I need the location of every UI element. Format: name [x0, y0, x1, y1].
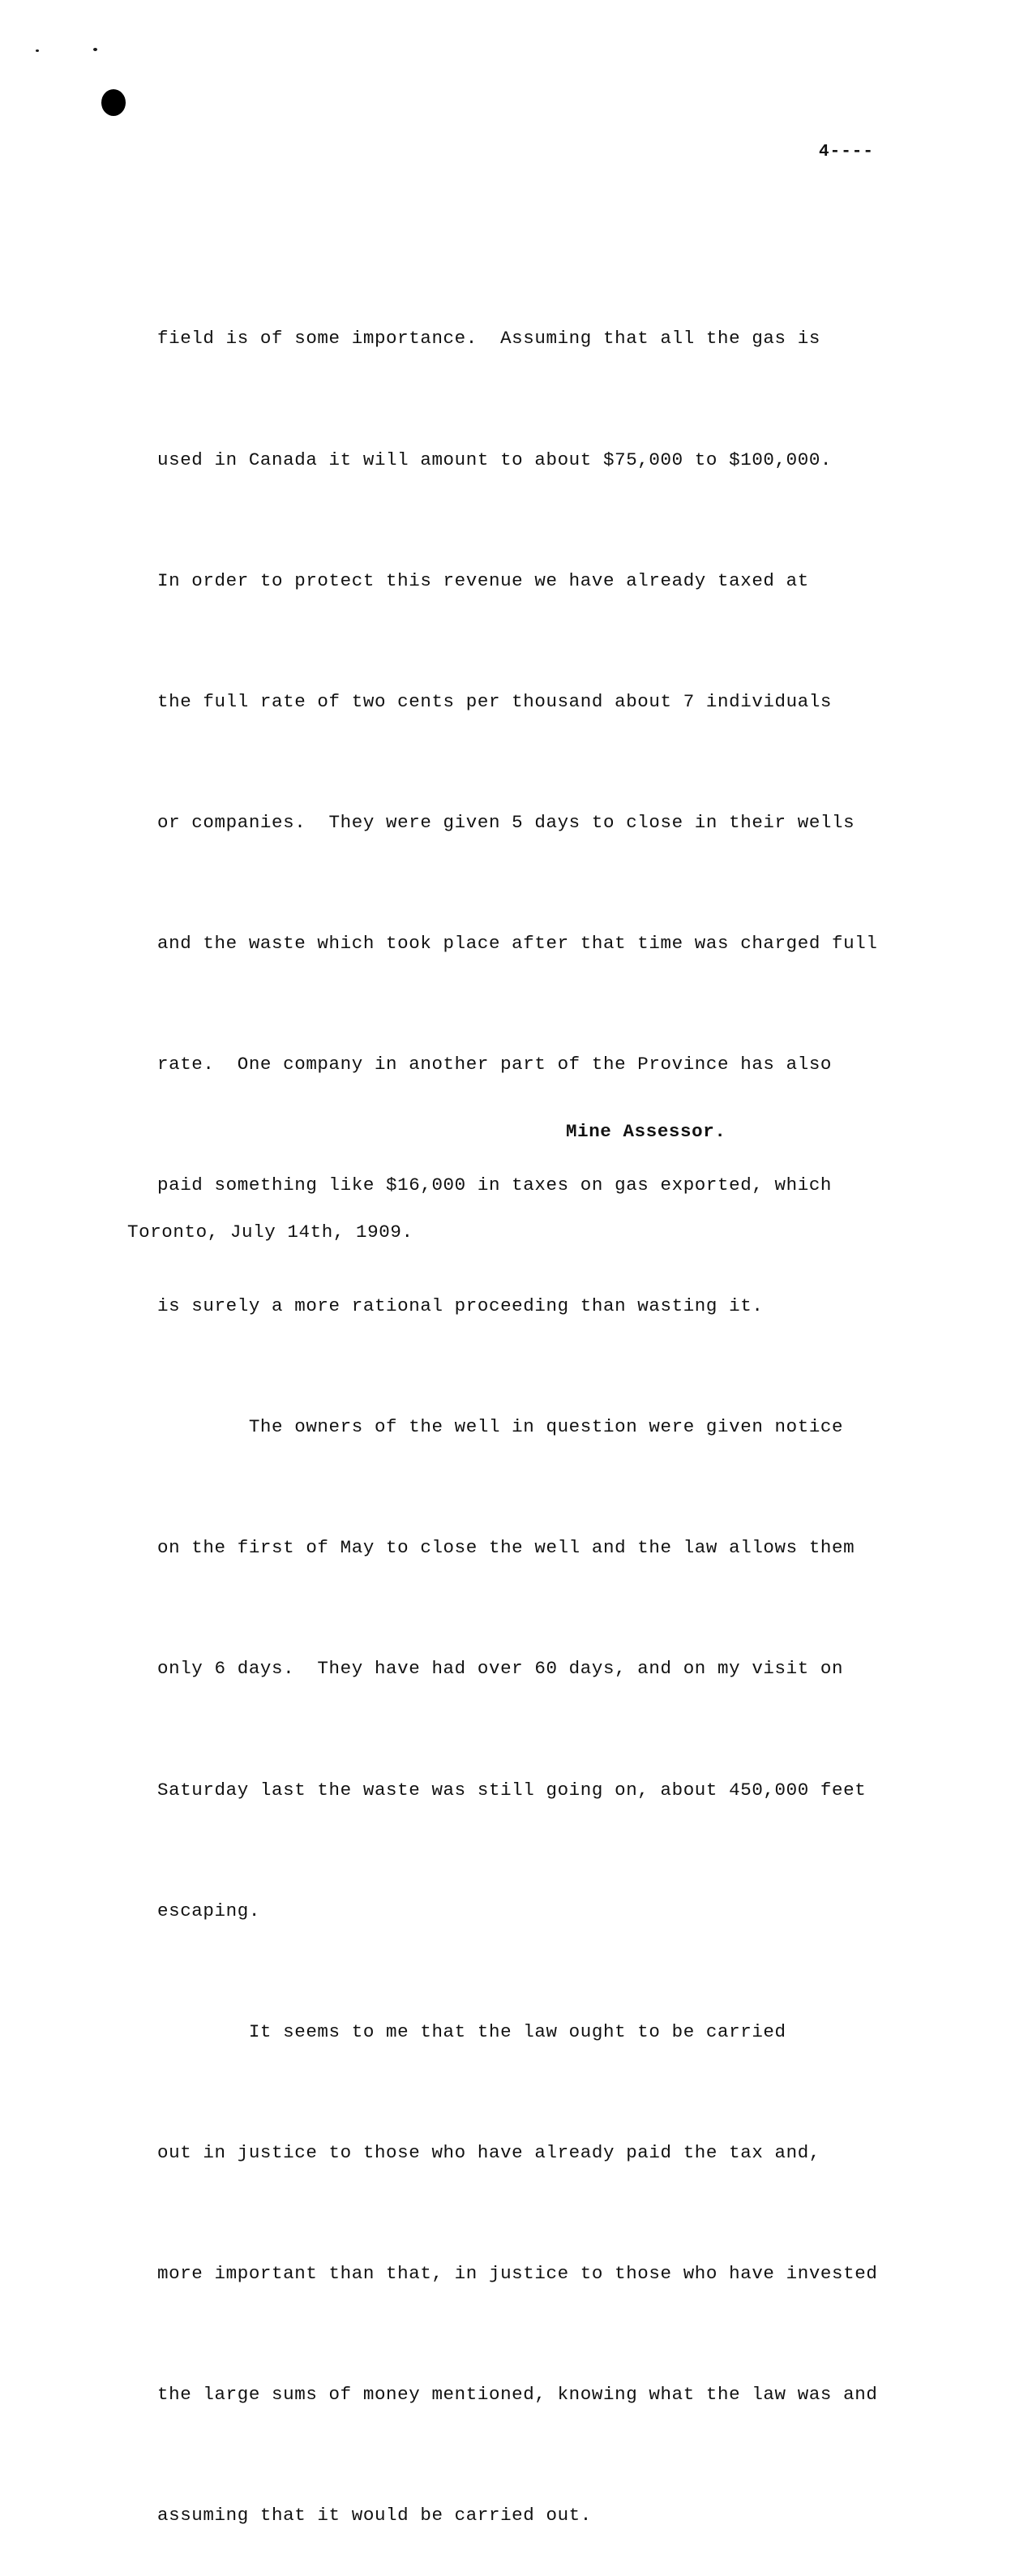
page-number: 4----	[819, 143, 875, 161]
body-line: field is of some importance. Assuming that all the gas is	[157, 328, 820, 350]
body-line: and the waste which took place after that time was charged full	[157, 932, 878, 954]
body-line: is surely a more rational proceeding than wasting it.	[157, 1295, 764, 1317]
letter-body	[157, 238, 968, 2576]
body-line: the full rate of two cents per thousand about 7 individuals	[157, 690, 833, 712]
body-line: rate. One company in another part of the Province has also	[157, 1053, 833, 1075]
body-line: or companies. They were given 5 days to close in their wells	[157, 811, 855, 833]
signature-title: Mine Assessor.	[566, 1121, 726, 1142]
body-line: out in justice to those who have already paid the tax and,	[157, 2141, 820, 2163]
body-line: Saturday last the waste was still going on, about 450,000 feet	[157, 1779, 867, 1801]
body-line: In order to protect this revenue we have already taxed at	[157, 569, 809, 591]
body-line: on the first of May to close the well and the law allows them	[157, 1537, 855, 1559]
body-line: more important than that, in justice to those who have invested	[157, 2262, 878, 2284]
body-line: It seems to me that the law ought to be carried	[157, 2020, 786, 2042]
body-line: paid something like $16,000 in taxes on gas exported, which	[157, 1174, 833, 1196]
dateline: Toronto, July 14th, 1909.	[127, 1221, 413, 1243]
margin-speck	[36, 49, 39, 52]
body-line: assuming that it would be carried out.	[157, 2505, 592, 2527]
body-line: escaping.	[157, 1900, 260, 1921]
margin-speck	[93, 48, 97, 51]
body-line: The owners of the well in question were given notice	[157, 1416, 844, 1438]
body-line: the large sums of money mentioned, knowing what the law was and	[157, 2384, 878, 2405]
punch-hole	[101, 89, 126, 116]
body-line: only 6 days. They have had over 60 days, and on my visit on	[157, 1658, 844, 1680]
body-line: used in Canada it will amount to about $75,000 to $100,000.	[157, 449, 833, 470]
